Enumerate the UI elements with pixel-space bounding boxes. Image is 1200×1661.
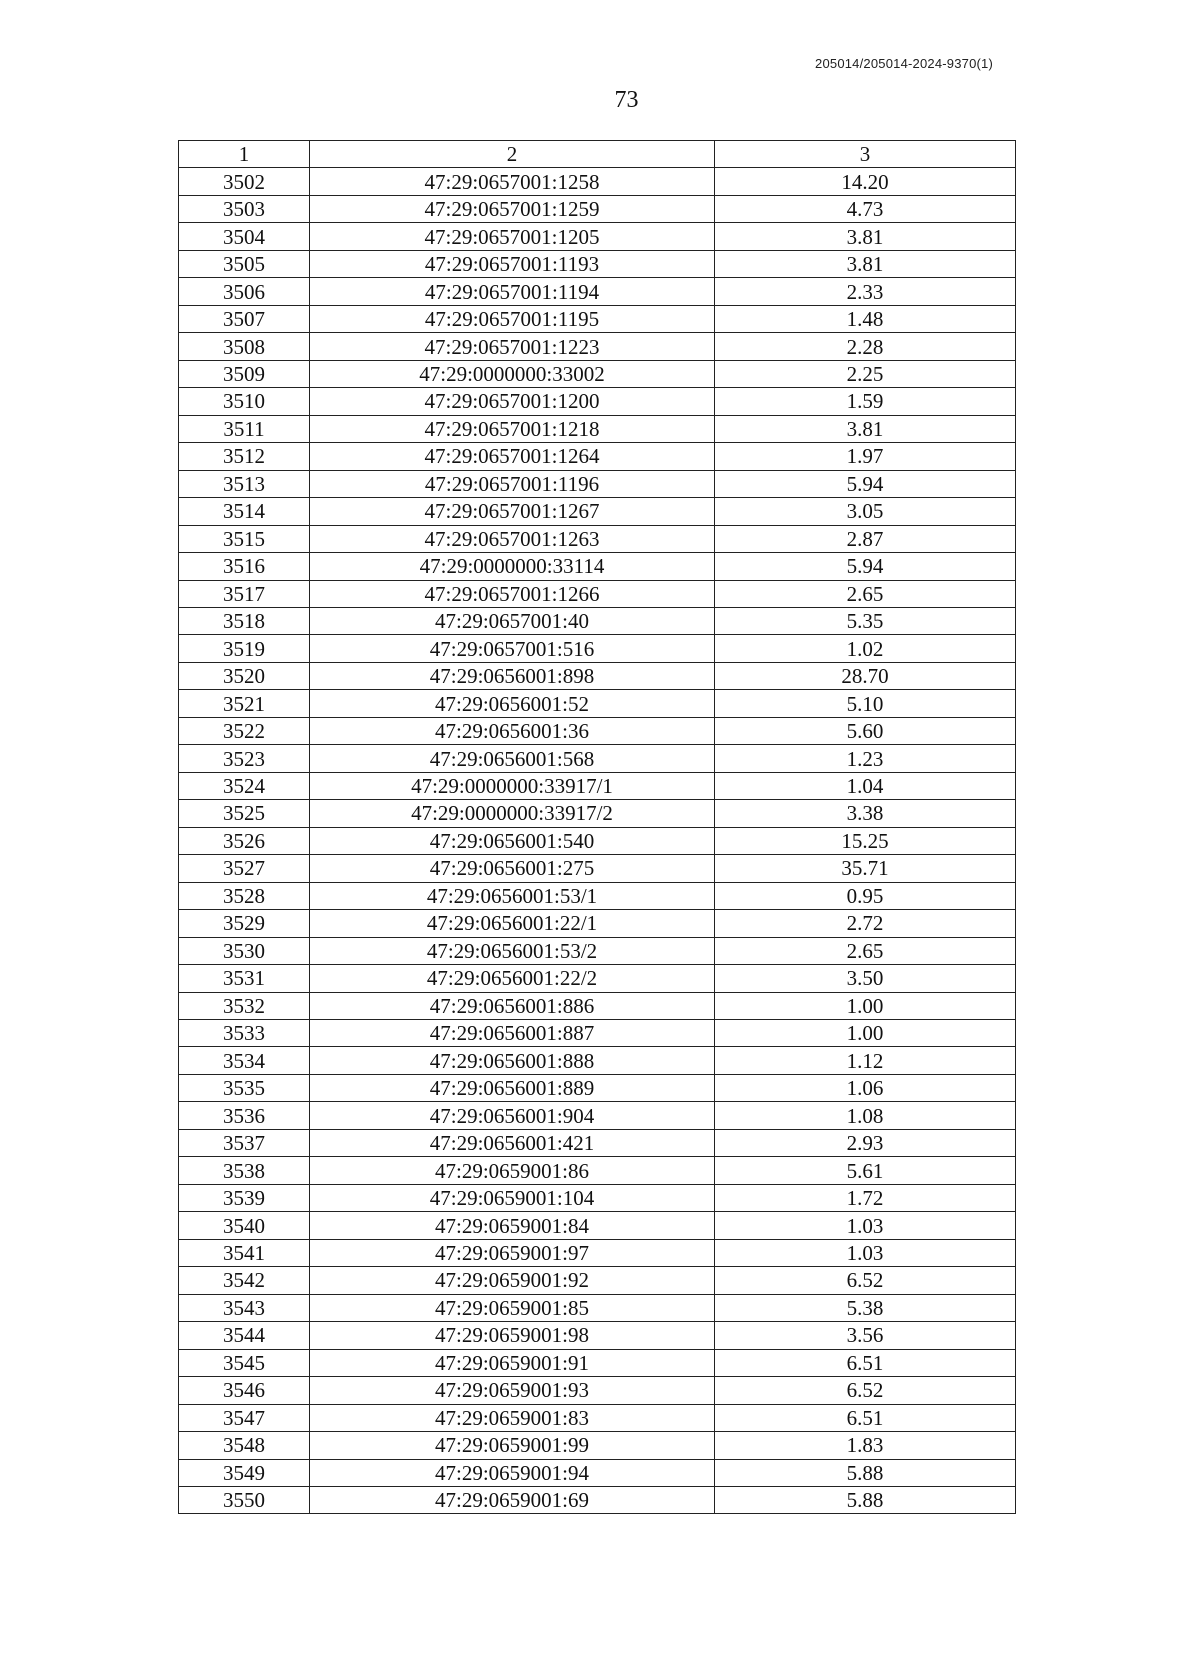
- table-row: [179, 1184, 1016, 1211]
- table-row: [179, 305, 1016, 332]
- row-number-cell: 3507: [179, 305, 310, 332]
- table-row: [179, 553, 1016, 580]
- value-cell: 5.94: [715, 553, 1016, 580]
- column-header-1: 1: [179, 141, 310, 168]
- row-number-cell: 3529: [179, 910, 310, 937]
- cadastral-number-cell: 47:29:0000000:33114: [310, 553, 715, 580]
- value-cell: 1.04: [715, 772, 1016, 799]
- row-number-cell: 3538: [179, 1157, 310, 1184]
- cadastral-number-cell: 47:29:0656001:275: [310, 855, 715, 882]
- value-cell: 5.88: [715, 1459, 1016, 1486]
- cadastral-number-cell: 47:29:0657001:1200: [310, 388, 715, 415]
- row-number-cell: 3508: [179, 333, 310, 360]
- cadastral-number-cell: 47:29:0656001:889: [310, 1074, 715, 1101]
- cadastral-number-cell: 47:29:0659001:85: [310, 1294, 715, 1321]
- value-cell: 1.03: [715, 1212, 1016, 1239]
- row-number-cell: 3533: [179, 1020, 310, 1047]
- table-row: [179, 1404, 1016, 1431]
- row-number-cell: 3545: [179, 1349, 310, 1376]
- row-number-cell: 3550: [179, 1486, 310, 1513]
- value-cell: 35.71: [715, 855, 1016, 882]
- table-row: [179, 333, 1016, 360]
- header-row: [179, 141, 1016, 168]
- cadastral-number-cell: 47:29:0657001:516: [310, 635, 715, 662]
- row-number-cell: 3547: [179, 1404, 310, 1431]
- row-number-cell: 3543: [179, 1294, 310, 1321]
- value-cell: 5.88: [715, 1486, 1016, 1513]
- value-cell: 1.00: [715, 992, 1016, 1019]
- row-number-cell: 3548: [179, 1432, 310, 1459]
- row-number-cell: 3516: [179, 553, 310, 580]
- table-row: [179, 223, 1016, 250]
- table-row: [179, 1239, 1016, 1266]
- cadastral-number-cell: 47:29:0659001:97: [310, 1239, 715, 1266]
- row-number-cell: 3519: [179, 635, 310, 662]
- value-cell: 14.20: [715, 168, 1016, 195]
- cadastral-number-cell: 47:29:0657001:1223: [310, 333, 715, 360]
- value-cell: 2.28: [715, 333, 1016, 360]
- row-number-cell: 3537: [179, 1129, 310, 1156]
- row-number-cell: 3535: [179, 1074, 310, 1101]
- table-row: [179, 580, 1016, 607]
- value-cell: 3.81: [715, 415, 1016, 442]
- cadastral-number-cell: 47:29:0656001:52: [310, 690, 715, 717]
- table-row: [179, 1459, 1016, 1486]
- cadastral-number-cell: 47:29:0656001:568: [310, 745, 715, 772]
- table-row: [179, 250, 1016, 277]
- cadastral-number-cell: 47:29:0656001:886: [310, 992, 715, 1019]
- cadastral-number-cell: 47:29:0657001:1218: [310, 415, 715, 442]
- row-number-cell: 3541: [179, 1239, 310, 1266]
- table-row: [179, 525, 1016, 552]
- row-number-cell: 3514: [179, 498, 310, 525]
- cadastral-number-cell: 47:29:0659001:98: [310, 1322, 715, 1349]
- table-row: [179, 278, 1016, 305]
- row-number-cell: 3525: [179, 800, 310, 827]
- table-row: [179, 1047, 1016, 1074]
- row-number-cell: 3502: [179, 168, 310, 195]
- value-cell: 2.25: [715, 360, 1016, 387]
- row-number-cell: 3534: [179, 1047, 310, 1074]
- row-number-cell: 3531: [179, 965, 310, 992]
- value-cell: 1.12: [715, 1047, 1016, 1074]
- table-row: [179, 827, 1016, 854]
- table-row: [179, 1349, 1016, 1376]
- row-number-cell: 3526: [179, 827, 310, 854]
- table-row: [179, 388, 1016, 415]
- row-number-cell: 3513: [179, 470, 310, 497]
- cadastral-number-cell: 47:29:0657001:1205: [310, 223, 715, 250]
- row-number-cell: 3524: [179, 772, 310, 799]
- row-number-cell: 3506: [179, 278, 310, 305]
- table-body: [179, 168, 1016, 1514]
- value-cell: 1.03: [715, 1239, 1016, 1266]
- value-cell: 1.08: [715, 1102, 1016, 1129]
- value-cell: 2.72: [715, 910, 1016, 937]
- table-row: [179, 855, 1016, 882]
- value-cell: 2.87: [715, 525, 1016, 552]
- row-number-cell: 3528: [179, 882, 310, 909]
- cadastral-number-cell: 47:29:0000000:33917/1: [310, 772, 715, 799]
- value-cell: 15.25: [715, 827, 1016, 854]
- value-cell: 1.59: [715, 388, 1016, 415]
- cadastral-number-cell: 47:29:0657001:1266: [310, 580, 715, 607]
- row-number-cell: 3511: [179, 415, 310, 442]
- row-number-cell: 3536: [179, 1102, 310, 1129]
- value-cell: 5.61: [715, 1157, 1016, 1184]
- row-number-cell: 3505: [179, 250, 310, 277]
- row-number-cell: 3544: [179, 1322, 310, 1349]
- row-number-cell: 3546: [179, 1377, 310, 1404]
- cadastral-number-cell: 47:29:0657001:1267: [310, 498, 715, 525]
- value-cell: 5.38: [715, 1294, 1016, 1321]
- cadastral-number-cell: 47:29:0656001:36: [310, 717, 715, 744]
- cadastral-number-cell: 47:29:0657001:1196: [310, 470, 715, 497]
- value-cell: 3.50: [715, 965, 1016, 992]
- value-cell: 1.00: [715, 1020, 1016, 1047]
- value-cell: 28.70: [715, 662, 1016, 689]
- cadastral-number-cell: 47:29:0657001:1194: [310, 278, 715, 305]
- document-id: 205014/205014-2024-9370(1): [815, 56, 993, 71]
- table-row: [179, 992, 1016, 1019]
- table-row: [179, 937, 1016, 964]
- table-row: [179, 745, 1016, 772]
- value-cell: 3.81: [715, 223, 1016, 250]
- row-number-cell: 3542: [179, 1267, 310, 1294]
- row-number-cell: 3512: [179, 443, 310, 470]
- cadastral-number-cell: 47:29:0656001:888: [310, 1047, 715, 1074]
- table-row: [179, 1486, 1016, 1513]
- table-row: [179, 195, 1016, 222]
- table-row: [179, 965, 1016, 992]
- cadastral-number-cell: 47:29:0656001:421: [310, 1129, 715, 1156]
- value-cell: 6.51: [715, 1404, 1016, 1431]
- row-number-cell: 3515: [179, 525, 310, 552]
- value-cell: 3.05: [715, 498, 1016, 525]
- table-row: [179, 1212, 1016, 1239]
- row-number-cell: 3539: [179, 1184, 310, 1211]
- value-cell: 2.93: [715, 1129, 1016, 1156]
- value-cell: 6.51: [715, 1349, 1016, 1376]
- cadastral-number-cell: 47:29:0659001:94: [310, 1459, 715, 1486]
- column-header-2: 2: [310, 141, 715, 168]
- table-row: [179, 1157, 1016, 1184]
- value-cell: 5.35: [715, 607, 1016, 634]
- cadastral-number-cell: 47:29:0000000:33002: [310, 360, 715, 387]
- value-cell: 6.52: [715, 1267, 1016, 1294]
- cadastral-number-cell: 47:29:0659001:91: [310, 1349, 715, 1376]
- table-row: [179, 910, 1016, 937]
- row-number-cell: 3549: [179, 1459, 310, 1486]
- row-number-cell: 3540: [179, 1212, 310, 1239]
- table-header: [179, 141, 1016, 168]
- row-number-cell: 3527: [179, 855, 310, 882]
- cadastral-number-cell: 47:29:0656001:898: [310, 662, 715, 689]
- row-number-cell: 3523: [179, 745, 310, 772]
- value-cell: 6.52: [715, 1377, 1016, 1404]
- row-number-cell: 3503: [179, 195, 310, 222]
- cadastral-number-cell: 47:29:0659001:69: [310, 1486, 715, 1513]
- cadastral-number-cell: 47:29:0659001:84: [310, 1212, 715, 1239]
- cadastral-number-cell: 47:29:0657001:1193: [310, 250, 715, 277]
- value-cell: 5.10: [715, 690, 1016, 717]
- cadastral-number-cell: 47:29:0656001:22/1: [310, 910, 715, 937]
- cadastral-number-cell: 47:29:0659001:83: [310, 1404, 715, 1431]
- cadastral-number-cell: 47:29:0656001:887: [310, 1020, 715, 1047]
- table-row: [179, 1294, 1016, 1321]
- value-cell: 3.38: [715, 800, 1016, 827]
- table-row: [179, 443, 1016, 470]
- table-row: [179, 882, 1016, 909]
- value-cell: 0.95: [715, 882, 1016, 909]
- table-row: [179, 662, 1016, 689]
- cadastral-number-cell: 47:29:0659001:86: [310, 1157, 715, 1184]
- table-row: [179, 168, 1016, 195]
- row-number-cell: 3532: [179, 992, 310, 1019]
- value-cell: 1.83: [715, 1432, 1016, 1459]
- table-row: [179, 1102, 1016, 1129]
- row-number-cell: 3530: [179, 937, 310, 964]
- value-cell: 1.02: [715, 635, 1016, 662]
- value-cell: 1.48: [715, 305, 1016, 332]
- cadastral-number-cell: 47:29:0000000:33917/2: [310, 800, 715, 827]
- value-cell: 1.06: [715, 1074, 1016, 1101]
- row-number-cell: 3504: [179, 223, 310, 250]
- cadastral-number-cell: 47:29:0656001:53/2: [310, 937, 715, 964]
- cadastral-number-cell: 47:29:0657001:1263: [310, 525, 715, 552]
- table-row: [179, 1322, 1016, 1349]
- data-table: [178, 140, 1016, 1514]
- column-header-3: 3: [715, 141, 1016, 168]
- cadastral-number-cell: 47:29:0659001:99: [310, 1432, 715, 1459]
- value-cell: 5.94: [715, 470, 1016, 497]
- page-number: 73: [614, 87, 639, 113]
- value-cell: 3.81: [715, 250, 1016, 277]
- cadastral-number-cell: 47:29:0656001:904: [310, 1102, 715, 1129]
- value-cell: 1.72: [715, 1184, 1016, 1211]
- value-cell: 1.23: [715, 745, 1016, 772]
- table-row: [179, 1129, 1016, 1156]
- cadastral-number-cell: 47:29:0657001:1259: [310, 195, 715, 222]
- cadastral-number-cell: 47:29:0657001:1195: [310, 305, 715, 332]
- table-row: [179, 690, 1016, 717]
- cadastral-number-cell: 47:29:0657001:1258: [310, 168, 715, 195]
- row-number-cell: 3509: [179, 360, 310, 387]
- table-row: [179, 1377, 1016, 1404]
- table-row: [179, 498, 1016, 525]
- row-number-cell: 3521: [179, 690, 310, 717]
- value-cell: 2.65: [715, 937, 1016, 964]
- row-number-cell: 3522: [179, 717, 310, 744]
- cadastral-number-cell: 47:29:0659001:104: [310, 1184, 715, 1211]
- value-cell: 2.33: [715, 278, 1016, 305]
- cadastral-number-cell: 47:29:0659001:92: [310, 1267, 715, 1294]
- value-cell: 4.73: [715, 195, 1016, 222]
- table-row: [179, 1020, 1016, 1047]
- row-number-cell: 3518: [179, 607, 310, 634]
- value-cell: 5.60: [715, 717, 1016, 744]
- value-cell: 1.97: [715, 443, 1016, 470]
- value-cell: 2.65: [715, 580, 1016, 607]
- table-row: [179, 1432, 1016, 1459]
- table-row: [179, 607, 1016, 634]
- cadastral-number-cell: 47:29:0656001:53/1: [310, 882, 715, 909]
- table-row: [179, 470, 1016, 497]
- table-row: [179, 772, 1016, 799]
- row-number-cell: 3510: [179, 388, 310, 415]
- table-row: [179, 717, 1016, 744]
- row-number-cell: 3517: [179, 580, 310, 607]
- table-row: [179, 415, 1016, 442]
- cadastral-number-cell: 47:29:0659001:93: [310, 1377, 715, 1404]
- value-cell: 3.56: [715, 1322, 1016, 1349]
- cadastral-number-cell: 47:29:0656001:540: [310, 827, 715, 854]
- table-row: [179, 1267, 1016, 1294]
- cadastral-number-cell: 47:29:0656001:22/2: [310, 965, 715, 992]
- table-row: [179, 360, 1016, 387]
- table-row: [179, 800, 1016, 827]
- row-number-cell: 3520: [179, 662, 310, 689]
- table-row: [179, 1074, 1016, 1101]
- cadastral-number-cell: 47:29:0657001:40: [310, 607, 715, 634]
- table-row: [179, 635, 1016, 662]
- cadastral-number-cell: 47:29:0657001:1264: [310, 443, 715, 470]
